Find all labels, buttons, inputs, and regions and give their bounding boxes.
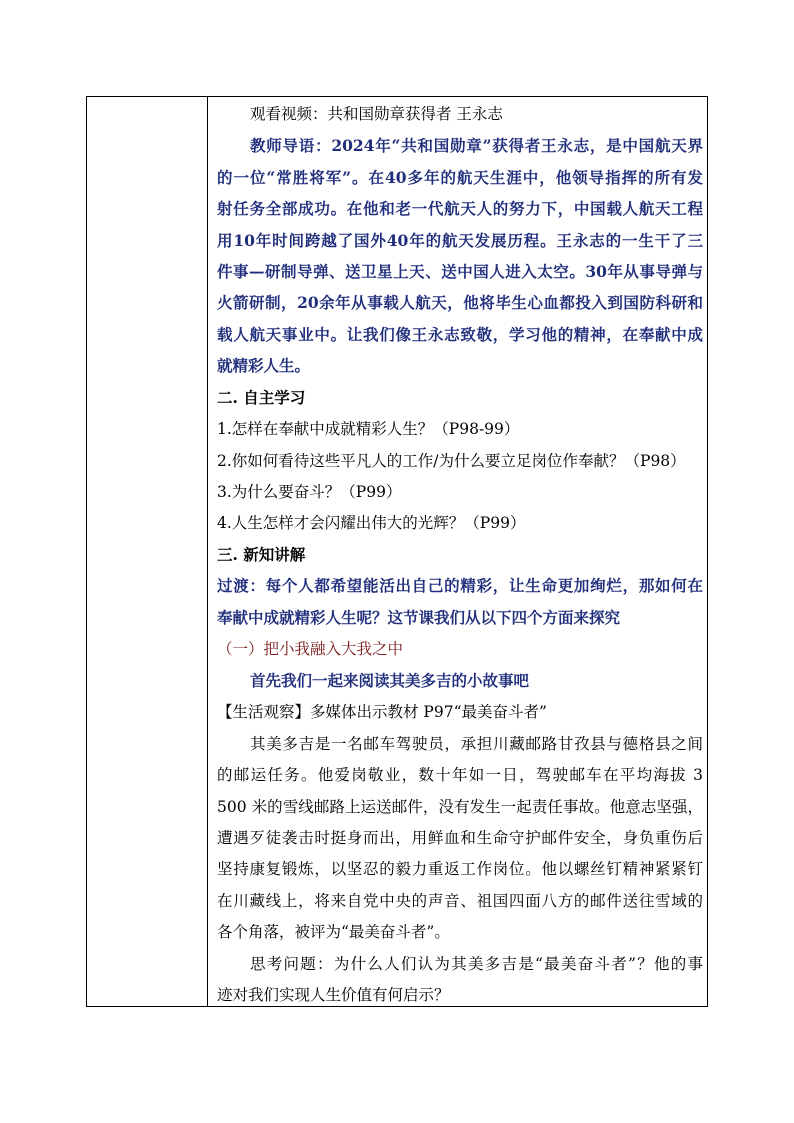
column-divider [207, 97, 208, 1006]
text-line: 迹对我们实现人生价值有何启示？ [217, 986, 450, 1004]
left-column-cell [87, 97, 207, 1006]
text-line: 就精彩人生。 [217, 356, 311, 375]
text-line: 【生活观察】多媒体出示教材 P97“最美奋斗者” [217, 703, 547, 721]
text-line: 思考问题：为什么人们认为其美多吉是“最美奋斗者”？他的事 [250, 955, 703, 973]
text-line: 1.怎样在奉献中成就精彩人生？（P98-99） [217, 420, 520, 438]
text-line: 首先我们一起来阅读其美多吉的小故事吧 [250, 671, 530, 690]
text-line: 火箭研制，20余年从事载人航天，他将毕生心血都投入到国防科研和 [217, 293, 703, 312]
text-line: 500 米的雪线邮路上运送邮件，没有发生一起责任事故。他意志坚强， [217, 798, 703, 816]
text-line: 坚持康复锻炼，以坚忍的毅力重返工作岗位。他以螺丝钉精神紧紧钉 [217, 860, 703, 878]
text-line: 射任务全部成功。在他和老一代航天人的努力下，中国载人航天工程 [217, 199, 703, 218]
text-line: 2.你如何看待这些平凡人的工作/为什么要立足岗位作奉献？（P98） [217, 452, 686, 470]
text-line: 载人航天事业中。让我们像王永志致敬，学习他的精神，在奉献中成 [217, 325, 703, 344]
text-line: 其美多吉是一名邮车驾驶员，承担川藏邮路甘孜县与德格县之间 [250, 735, 703, 753]
text-line: 在川藏线上，将来自党中央的声音、祖国四面八方的邮件送往雪域的 [217, 892, 703, 910]
text-line: 三. 新知讲解 [217, 545, 306, 564]
lesson-table [86, 96, 708, 1007]
text-line: 二. 自主学习 [217, 388, 306, 407]
text-line: 4.人生怎样才会闪耀出伟大的光辉？（P99） [217, 514, 526, 532]
text-line: 教师导语：2024年“共和国勋章”获得者王永志，是中国航天界 [250, 136, 703, 155]
text-line: 件事—研制导弹、送卫星上天、送中国人进入太空。30年从事导弹与 [217, 262, 703, 281]
text-line: 3.为什么要奋斗？（P99） [217, 483, 402, 501]
text-line: 的邮运任务。他爱岗敬业，数十年如一日，驾驶邮车在平均海拔 3 [217, 766, 703, 784]
text-line: 观看视频：共和国勋章获得者 王永志 [250, 105, 503, 123]
text-line: 过渡：每个人都希望能活出自己的精彩，让生命更加绚烂，那如何在 [217, 576, 703, 595]
text-line: 遭遇歹徒袭击时挺身而出，用鲜血和生命守护邮件安全，身负重伤后 [217, 829, 703, 847]
text-line: 各个角落，被评为“最美奋斗者”。 [217, 923, 450, 941]
text-line: 的一位“常胜将军”。在40多年的航天生涯中，他领导指挥的所有发 [217, 168, 703, 187]
text-line: （一）把小我融入大我之中 [217, 640, 404, 658]
text-line: 用10年时间跨越了国外40年的航天发展历程。王永志的一生干了三 [217, 231, 703, 250]
text-line: 奉献中成就精彩人生呢？这节课我们从以下四个方面来探究 [217, 608, 621, 627]
